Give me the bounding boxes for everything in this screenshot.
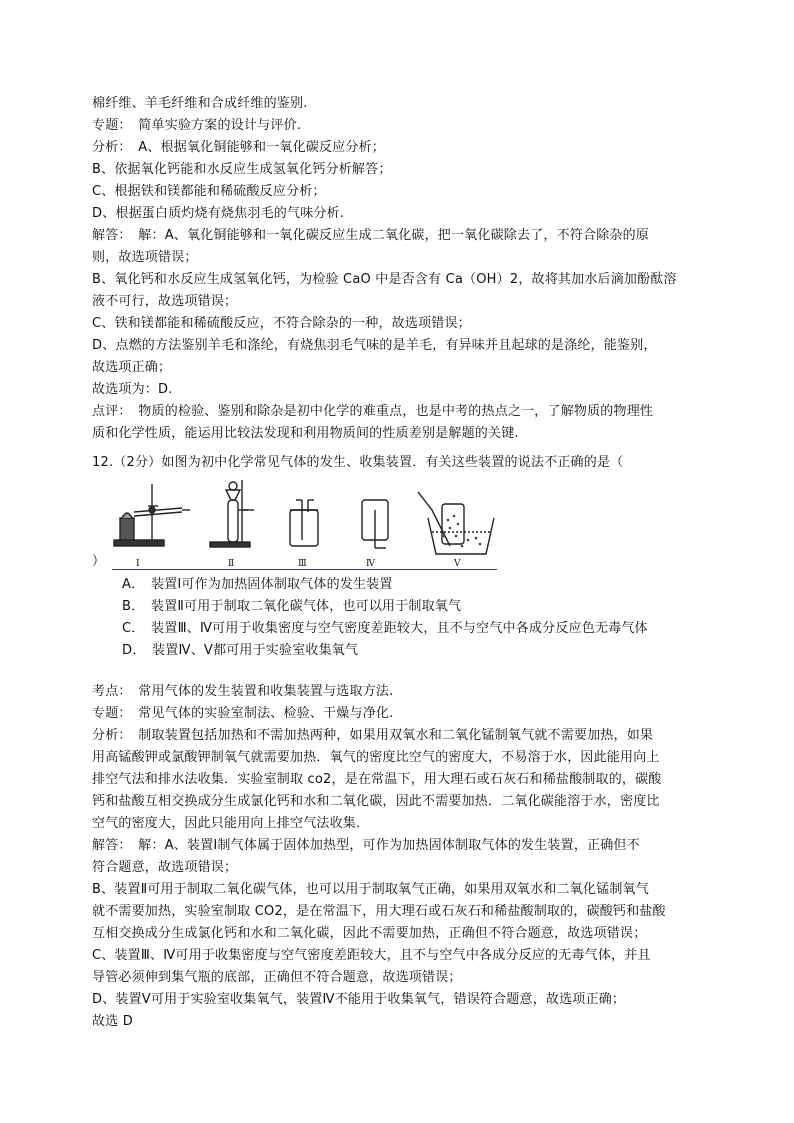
text-line: 分析： A、根据氧化铜能够和一氧化碳反应分析； (92, 140, 385, 155)
text-line: 解答： 解：A、氧化铜能够和一氧化碳反应生成二氧化碳，把一氧化碳除去了，不符合除杂的原 (92, 228, 649, 243)
option-a: A． 装置Ⅰ可作为加热固体制取气体的发生装置 (122, 577, 393, 592)
option-d: D． 装置Ⅳ、Ⅴ都可用于实验室收集氧气 (122, 643, 359, 658)
question-close-paren: ） (92, 554, 106, 569)
text-line: 互相交换成分生成氯化钙和水和二氧化碳，因此不需要加热，正确但不符合题意，故选项错误； (92, 926, 647, 941)
text-line: B、装置Ⅱ可用于制取二氧化碳气体，也可以用于制取氧气正确，如果用双氧水和二氧化锰制氧气 (92, 882, 649, 897)
text-line: 导管必须伸到集气瓶的底部，正确但不符合题意，故选项错误； (92, 970, 462, 985)
text-line: 考点： 常用气体的发生装置和收集装置与选取方法. (92, 684, 394, 699)
figure-label-III: Ⅲ (298, 559, 307, 569)
text-line: 钙和盐酸互相交换成分生成氯化钙和水和二氧化碳，因此不需要加热．二氧化碳能溶于水，密度比 (92, 794, 660, 809)
text-line: 就不需要加热，实验室制取 CO2，是在常温下，用大理石或石灰石和稀盐酸制取的，碳酸钙和盐酸 (92, 904, 666, 919)
apparatus-IV (362, 500, 388, 548)
option-b: B． 装置Ⅱ可用于制取二氧化碳气体，也可以用于制取氧气 (122, 599, 462, 614)
text-line: D、点燃的方法鉴别羊毛和涤纶，有烧焦羽毛气味的是羊毛，有异味并且起球的是涤纶，能鉴别， (92, 338, 657, 353)
text-line: 分析： 制取装置包括加热和不需加热两种，如果用双氧水和二氧化锰制氧气就不需要加热，如果 (92, 728, 654, 743)
text-line: D、根据蛋白质灼烧有烧焦羽毛的气味分析. (92, 206, 345, 221)
text-line: 棉纤维、羊毛纤维和合成纤维的鉴别. (92, 96, 308, 111)
text-line: C、铁和镁都能和稀硫酸反应，不符合除杂的一种，故选项错误； (92, 316, 471, 331)
text-line: 故选项为：D. (92, 382, 173, 397)
text-line: 质和化学性质，能运用比较法发现和利用物质间的性质差别是解题的关键. (92, 426, 519, 441)
option-c: C． 装置Ⅲ、Ⅳ可用于收集密度与空气密度差距较大，且不与空气中各成分反应色无毒气体 (122, 621, 648, 636)
question-stem: 12.（2分）如图为初中化学常见气体的发生、收集装置．有关这些装置的说法不正确的是（ (92, 455, 624, 470)
apparatus-V (418, 492, 494, 554)
apparatus-III (290, 500, 318, 546)
text-line: 故选 D (92, 1014, 133, 1029)
figure-label-II: Ⅱ (228, 559, 235, 569)
text-line: C、装置Ⅲ、Ⅳ可用于收集密度与空气密度差距较大，且不与空气中各成分反应的无毒气体，并且 (92, 948, 651, 963)
figure-label-V: Ⅴ (454, 559, 461, 569)
text-line: 则，故选项错误； (92, 250, 198, 265)
text-line: D、装置Ⅴ可用于实验室收集氧气，装置Ⅳ不能用于收集氧气，错误符合题意，故选项正确； (92, 992, 626, 1007)
text-line: 液不可行，故选项错误； (92, 294, 238, 309)
figure-label-I: Ⅰ (136, 559, 140, 569)
figure-label-IV: Ⅳ (366, 559, 375, 569)
text-line: 故选项正确； (92, 360, 172, 375)
text-line: C、根据铁和镁都能和稀硫酸反应分析； (92, 184, 326, 199)
text-line: B、氧化钙和水反应生成氢氧化钙，为检验 CaO 中是否含有 Ca（OH）2，故将其加水后滴加酚酞溶 (92, 272, 677, 287)
text-line: 排空气法和排水法收集．实验室制取 co2，是在常温下，用大理石或石灰石和稀盐酸制取的，碳酸 (92, 772, 662, 787)
apparatus-II (210, 480, 254, 547)
text-line: 空气的密度大，因此只能用向上排空气法收集. (92, 816, 361, 831)
apparatus-I (114, 484, 190, 546)
text-line: B、依据氧化钙能和水反应生成氢氧化钙分析解答； (92, 162, 392, 177)
text-line: 点评： 物质的检验、鉴别和除杂是初中化学的难重点，也是中考的热点之一，了解物质的物理性 (92, 404, 654, 419)
text-line: 解答： 解：A、装置Ⅰ制气体属于固体加热型，可作为加热固体制取气体的发生装置，正确但不 (92, 838, 640, 853)
text-line: 专题： 常见气体的实验室制法、检验、干燥与净化. (92, 706, 394, 721)
apparatus-figure (92, 470, 498, 572)
text-line: 专题： 简单实验方案的设计与评价. (92, 118, 302, 133)
text-line: 用高锰酸钾或氯酸钾制氧气就需要加热．氧气的密度比空气的密度大，不易溶于水，因此能用向上 (92, 750, 660, 765)
answer-underline (112, 569, 497, 570)
text-line: 符合题意，故选项错误； (92, 860, 238, 875)
